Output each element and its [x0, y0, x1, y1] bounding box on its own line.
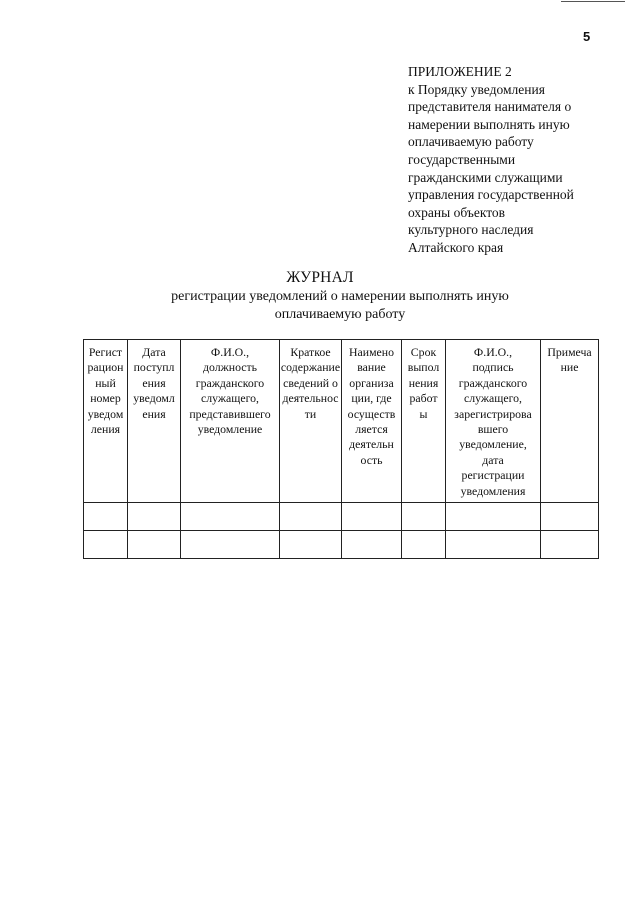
table-cell [280, 531, 342, 559]
column-header-employee: Ф.И.О., должность гражданского служащего, представившего уведомление [181, 340, 280, 503]
appendix-line: представителя нанимателя о [408, 99, 572, 115]
appendix-block [408, 63, 608, 257]
journal-subtitle [0, 288, 640, 324]
page-number: 5 [583, 29, 591, 44]
table-cell [541, 503, 599, 531]
table-cell [181, 503, 280, 531]
table-header-row [84, 340, 599, 503]
table-cell [446, 503, 541, 531]
table-cell [84, 531, 128, 559]
appendix-line: культурного наследия [408, 222, 534, 238]
table-cell [84, 503, 128, 531]
table-cell [342, 503, 402, 531]
column-header-receipt-date: Дата поступл ения уведомл ения [128, 340, 181, 503]
table-cell [402, 531, 446, 559]
appendix-line: государственными [408, 151, 516, 167]
table-cell [280, 503, 342, 531]
journal-subtitle-line: оплачиваемую работу [274, 307, 406, 322]
appendix-line: оплачиваемую работу [408, 134, 534, 150]
journal-subtitle-line: регистрации уведомлений о намерении выполнять иную [171, 289, 509, 304]
column-header-reg-number: Регист рацион ный номер уведом ления [84, 340, 128, 503]
column-header-registrar: Ф.И.О., подпись гражданского служащего, зарегистрирова вшего уведомление, дата регистрации уведомления [446, 340, 541, 503]
column-header-work-period: Срок выпол нения работ ы [402, 340, 446, 503]
registration-table [83, 339, 599, 559]
appendix-heading: ПРИЛОЖЕНИЕ 2 [408, 64, 512, 79]
appendix-line: намерении выполнять иную [408, 116, 570, 132]
table-cell [402, 503, 446, 531]
table-cell [342, 531, 402, 559]
table-cell [128, 531, 181, 559]
table-row [84, 531, 599, 559]
appendix-line: Алтайского края [408, 239, 504, 255]
corner-rule [561, 1, 625, 2]
journal-title: ЖУРНАЛ [286, 269, 354, 286]
table-cell [446, 531, 541, 559]
table-cell [541, 531, 599, 559]
appendix-line: охраны объектов [408, 204, 506, 220]
appendix-line: гражданскими служащими [408, 169, 563, 185]
table-cell [181, 531, 280, 559]
appendix-line: к Порядку уведомления [408, 81, 545, 97]
appendix-line: управления государственной [408, 187, 574, 203]
table-row [84, 503, 599, 531]
column-header-summary: Краткое содержание сведений о деятельнос ти [280, 340, 342, 503]
table-cell [128, 503, 181, 531]
column-header-organization: Наимено вание организа ции, где осуществ ляется деятельн ость [342, 340, 402, 503]
column-header-note: Примеча ние [541, 340, 599, 503]
